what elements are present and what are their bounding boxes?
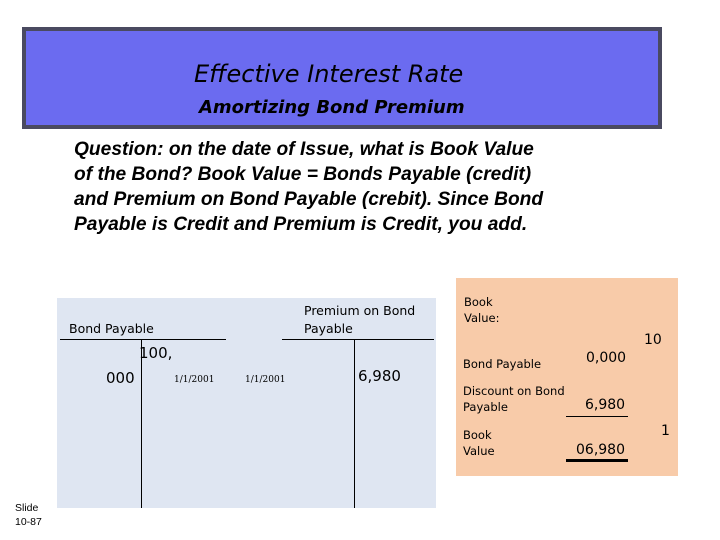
slide-subtitle: Amortizing Bond Premium [199, 97, 465, 118]
book-value-heading-line: Value: [464, 311, 500, 325]
question-line: and Premium on Bond Payable (crebit). Since Bond [74, 189, 544, 210]
question-line: Payable is Credit and Premium is Credit, you add. [74, 214, 528, 235]
book-value-side-fragment: 1 [661, 423, 670, 439]
bond-payable-t-top-line [60, 339, 226, 340]
slide-number-value: 10-87 [15, 516, 42, 528]
bond-payable-date: 1/1/2001 [174, 375, 215, 385]
bv-discount-underline [566, 416, 628, 417]
bv-discount-label-line: Payable [463, 400, 508, 414]
bv-total-label-line: Value [463, 444, 495, 458]
question-text [74, 137, 684, 237]
bv-bond-payable-label: Bond Payable [463, 357, 542, 371]
bv-bond-payable-amount: 0,000 [586, 350, 627, 366]
bond-payable-amount: 100, [139, 344, 173, 362]
bv-total-amount: 06,980 [576, 442, 625, 458]
premium-t-center-line [354, 339, 355, 508]
slide-number [15, 501, 42, 529]
premium-account-title-line2: Payable [304, 321, 353, 336]
premium-account-title: Premium on Bond [304, 303, 416, 318]
bv-discount-label [463, 383, 565, 415]
bv-total-double-underline [566, 459, 628, 462]
book-value-heading-line: Book [464, 295, 493, 309]
bond-payable-amount-continued: 000 [106, 369, 135, 387]
question-line: Question: on the date of Issue, what is Book Value [74, 139, 534, 160]
title-banner [22, 27, 662, 129]
slide-number-label: Slide [15, 502, 39, 514]
bv-discount-label-line: Discount on Bond [463, 384, 565, 398]
bv-total-label-line: Book [463, 428, 492, 442]
bv-discount-amount: 6,980 [585, 397, 626, 413]
bond-payable-t-center-line [141, 339, 142, 508]
question-line: of the Bond? Book Value = Bonds Payable (credit) [74, 164, 532, 185]
slide-title: Effective Interest Rate [194, 60, 464, 88]
bond-payable-account-title: Bond Payable [69, 321, 154, 336]
premium-t-top-line [282, 339, 434, 340]
bv-total-label [463, 427, 495, 459]
book-value-top-fragment: 10 [644, 332, 662, 348]
premium-date: 1/1/2001 [245, 375, 286, 385]
book-value-heading [464, 294, 499, 326]
premium-amount: 6,980 [358, 367, 401, 385]
